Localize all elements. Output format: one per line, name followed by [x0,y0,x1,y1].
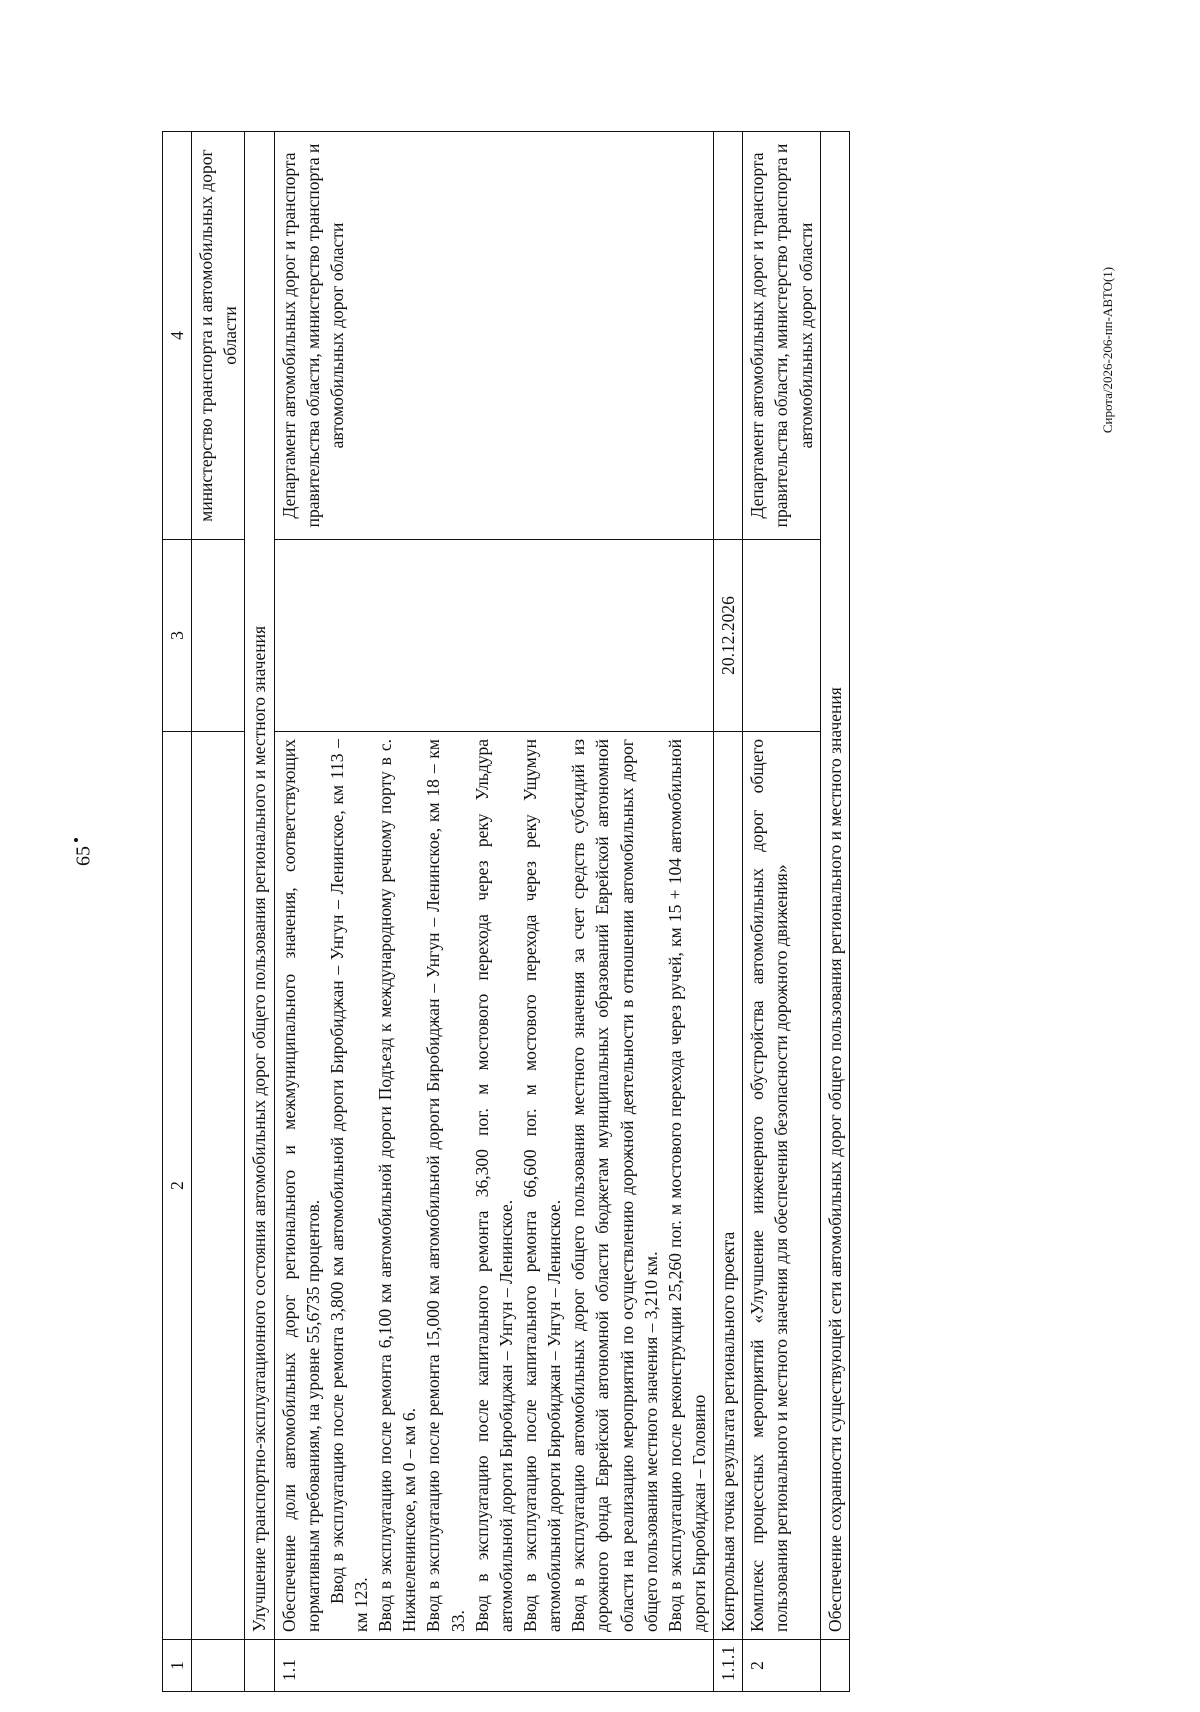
document-table [162,131,850,1692]
document-table-wrapper [162,132,1018,1692]
header-cell-4: 4 [163,132,192,540]
row-1-1-text [274,732,714,1640]
row-1-1-date [274,540,714,732]
row-1-1-1-date: 20.12.2026 [714,540,743,732]
row-2-text [743,732,820,1640]
header-cell-3: 3 [163,540,192,732]
page-number: 65 [72,846,95,866]
footer-code: Сирота/2026-206-пп-АВТО(1) [1100,266,1115,434]
rotated-table-container [162,132,1018,1692]
row-1-1-1-text: Контрольная точка результата регионального проекта [714,732,743,1640]
row-1-1-paragraph: Ввод в эксплуатацию после ремонта 15,000 км автомобильной дороги Биробиджан – Унгун – Ленинское, км 18 – км 33. [423,739,468,1632]
stray-dot [74,838,78,842]
continuation-row [192,132,245,1692]
task-row-2-text: Обеспечение сохранности существующей сети автомобильных дорог общего пользования регионального и местного значения [820,132,849,1640]
continuation-cell-2 [192,732,245,1640]
header-cell-1: 1 [163,1640,192,1692]
row-1-1-paragraph: Ввод в эксплуатацию после капитального ремонта 36,300 пог. м мостового перехода через реку Ульдура автомобильной дороги Биробиджан – Унгун – Ленинское. [471,739,516,1632]
row-1-1-1-number: 1.1.1 [714,1640,743,1692]
continuation-cell-1 [192,1640,245,1692]
row-1-1-1-organization [714,132,743,540]
row-1-1-organization: Департамент автомобильных дорог и транспорта правительства области, министерство транспорта и автомобильных дорог области [274,132,714,540]
continuation-cell-3 [192,540,245,732]
row-1-1-paragraph: Ввод в эксплуатацию после капитального ремонта 66,600 пог. м мостового перехода через реку Ущумун автомобильной дороги Биробиджан – Унгун – Ленинское. [519,739,565,1632]
task-row-1-num [245,1640,274,1692]
continuation-org: министерство транспорта и автомобильных дорог области [192,132,245,540]
table-row-2 [743,132,820,1692]
row-1-1-paragraph: Обеспечение доли автомобильных дорог регионального и межмуниципального значения, соответствующих нормативным требованиям, на уровне 55,6735 процентов. [278,739,323,1632]
table-row-1-1 [274,132,714,1692]
row-1-1-paragraph: Ввод в эксплуатацию после ремонта 6,100 км автомобильной дороги Подъезд к международному речному порту в с. Нижнеленинское, км 0 – км 6. [375,739,420,1632]
row-1-1-paragraph: Ввод в эксплуатацию после реконструкции 25,260 пог. м мостового перехода через ручей, км 15 + 104 автомобильной дороги Биробиджан – Головино [664,739,709,1632]
task-row-2 [820,132,849,1692]
row-2-number: 2 [743,1640,820,1692]
table-header-row [163,132,192,1692]
row-2-date [743,540,820,732]
table-row-1-1-1 [714,132,743,1692]
row-1-1-paragraph: Ввод в эксплуатацию после ремонта 3,800 км автомобильной дороги Биробиджан – Унгун – Ленинское, км 113 – км 123. [326,739,371,1632]
task-row-1 [245,132,274,1692]
task-row-2-num [820,1640,849,1692]
row-2-organization: Департамент автомобильных дорог и транспорта правительства области, министерство транспорта и автомобильных дорог области [743,132,820,540]
row-1-1-number: 1.1 [274,1640,714,1692]
row-2-paragraph: Комплекс процессных мероприятий «Улучшение инженерного обустройства автомобильных дорог общего пользования регионального и местного значения для обеспечения безопасности дорожного движения» [747,739,792,1632]
header-cell-2: 2 [163,732,192,1640]
row-1-1-paragraph: Ввод в эксплуатацию автомобильных дорог общего пользования местного значения за счет средств субсидий из дорожного фонда Еврейской автономной области бюджетам муниципальных образований Еврейской автономной области на реализацию мероприятий по осуществлению дорожной деятельности в отношении автомобильных дорог общего пользования местного значения – 3,210 км. [568,739,661,1632]
task-row-1-text: Улучшение транспортно-эксплуатационного состояния автомобильных дорог общего пользования регионального и местного значения [245,132,274,1640]
